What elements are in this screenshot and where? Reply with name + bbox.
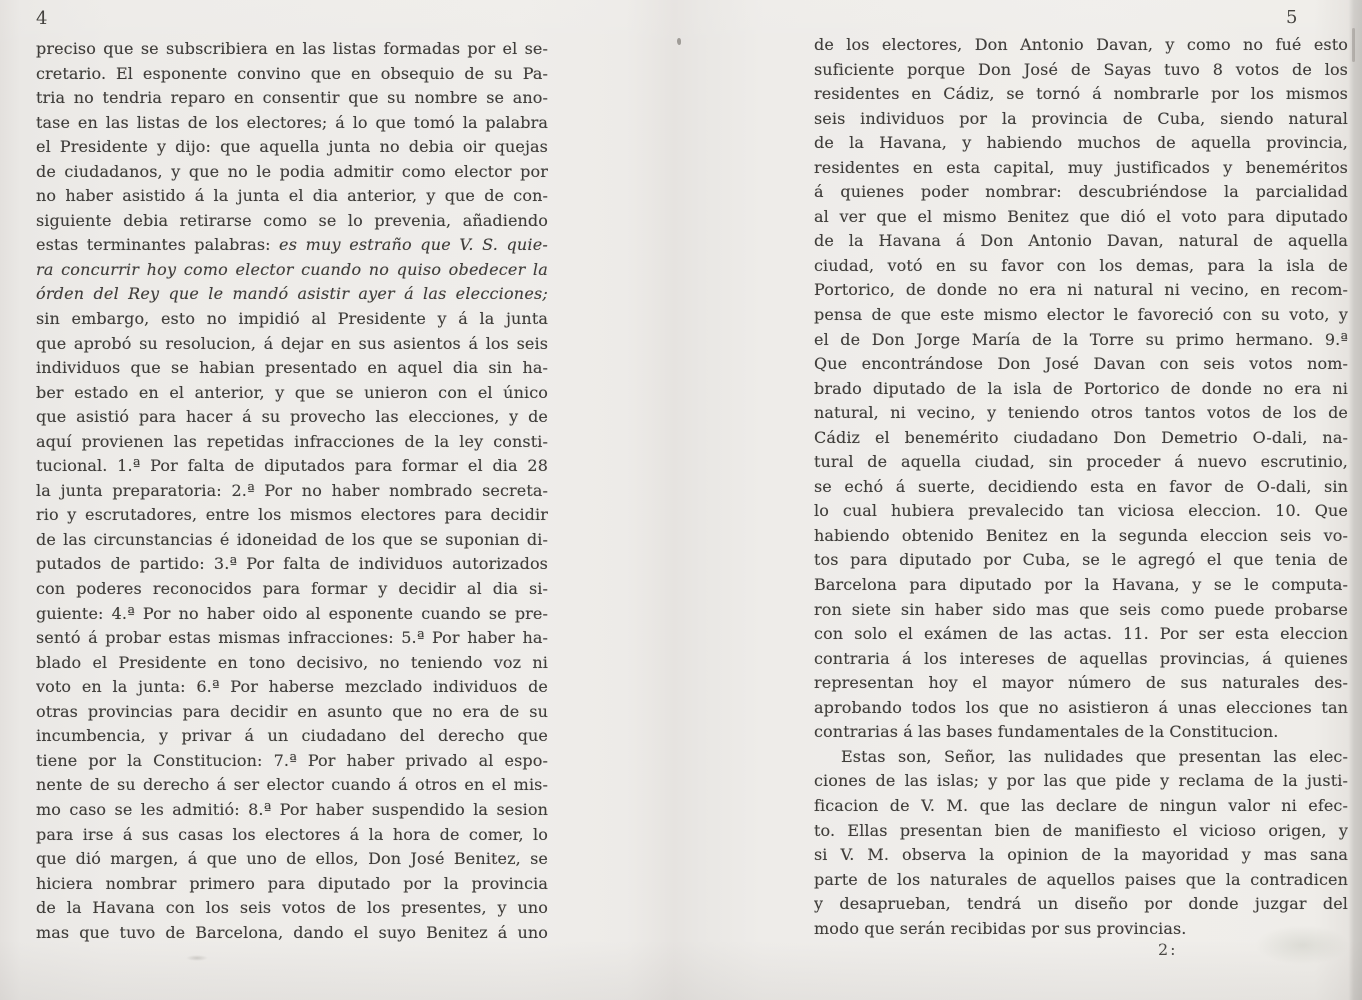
text-segment: ber estado en el anterior, y que se unieron con el único [36, 382, 548, 402]
text-segment: el Presidente y dijo: que aquella junta no debia oir quejas [36, 137, 548, 157]
text-segment: sin embargo, esto no impidió al Presidente y á la junta [36, 309, 548, 329]
text-segment: mo caso se les admitió: 8.ª Por haber suspendido la sesion [36, 799, 548, 819]
text-segment: tural de aquella ciudad, sin proceder á nuevo escrutinio, [814, 452, 1348, 472]
text-line [814, 352, 1348, 377]
text-segment: preciso que se subscribiera en las listas formadas por el se- [36, 39, 548, 58]
text-line [814, 622, 1348, 647]
text-line [36, 430, 548, 455]
text-segment: de ciudadanos, y que no le podia admitir como elector por [36, 161, 548, 181]
text-segment: el de Don Jorge María de la Torre su primo hermano. 9.ª [814, 329, 1348, 349]
scan-smudge [186, 955, 208, 961]
text-line [36, 675, 548, 700]
page-text-left [36, 37, 548, 945]
text-line [814, 769, 1348, 794]
text-segment: sentó á probar estas mismas infracciones: 5.ª Por haber ha- [36, 628, 548, 648]
text-segment: tiene por la Constitucion: 7.ª Por haber privado al espo- [36, 750, 548, 770]
text-segment: se echó á suerte, decidiendo esta en favor de O-dali, sin [814, 476, 1348, 496]
text-segment: de los electores, Don Antonio Davan, y como no fué esto [814, 35, 1348, 54]
signature-mark: 2: [1158, 940, 1178, 959]
text-line [814, 401, 1348, 426]
text-line [814, 82, 1348, 107]
text-segment: al ver que el mismo Benitez que dió el voto para diputado [814, 206, 1348, 226]
text-segment: otras provincias para decidir en asunto que no era de su [36, 701, 548, 721]
text-line [36, 749, 548, 774]
text-line [36, 503, 548, 528]
text-segment: putados de partido: 3.ª Por falta de individuos autorizados [36, 554, 548, 574]
text-line [814, 426, 1348, 451]
page-text-right [814, 33, 1348, 941]
text-line [36, 258, 548, 283]
text-line [36, 233, 548, 258]
text-segment: ficacion de V. M. que las declare de ningun valor ni efec- [814, 795, 1348, 815]
text-segment: seis individuos por la provincia de Cuba, siendo natural [814, 108, 1348, 128]
text-segment: pensa de que este mismo elector le favoreció con su voto, y [814, 305, 1348, 325]
text-line [814, 843, 1348, 868]
text-line [36, 282, 548, 307]
text-segment: blado el Presidente en tono decisivo, no teniendo voz ni [36, 652, 548, 672]
text-segment: de las circunstancias é idoneidad de los que se suponian di- [36, 529, 548, 549]
text-line [814, 131, 1348, 156]
text-line [36, 552, 548, 577]
text-segment: mas que tuvo de Barcelona, dando el suyo Benitez á uno [36, 922, 548, 942]
text-line [36, 381, 548, 406]
text-line [814, 696, 1348, 721]
dust-speck [677, 38, 681, 45]
text-segment: suficiente porque Don José de Sayas tuvo 8 votos de los [814, 59, 1348, 79]
text-line [36, 135, 548, 160]
page-number-right: 5 [1286, 7, 1298, 28]
text-segment: tria no tendria reparo en consentir que su nombre se ano- [36, 88, 548, 108]
text-segment: to. Ellas presentan bien de manifiesto el vicioso origen, y [814, 820, 1348, 840]
text-segment: cretario. El esponente convino que en obsequio de su Pa- [36, 63, 548, 83]
text-line [36, 602, 548, 627]
text-segment: tucional. 1.ª Por falta de diputados para formar el dia 28 [36, 456, 548, 476]
text-line [36, 577, 548, 602]
text-line [814, 475, 1348, 500]
text-line [814, 33, 1348, 58]
text-segment: de la Havana, y habiendo muchos de aquella provincia, [814, 133, 1348, 153]
text-line [36, 307, 548, 332]
text-segment: voto en la junta: 6.ª Por haberse mezclado individuos de [36, 677, 548, 697]
text-line [36, 332, 548, 357]
text-segment: habiendo obtenido Benitez en la segunda eleccion seis vo- [814, 525, 1348, 545]
text-segment: estas terminantes palabras: [36, 235, 280, 255]
text-line [36, 651, 548, 676]
text-line [814, 647, 1348, 672]
text-line [814, 868, 1348, 893]
text-line [36, 896, 548, 921]
text-segment: rio y escrutadores, entre los mismos electores para decidir [36, 505, 548, 525]
italic-text-segment: órden del Rey que le mandó asistir ayer á las elecciones; [36, 284, 548, 304]
text-line [814, 720, 1348, 745]
text-segment: tos para diputado por Cuba, se le agregó el que tenia de [814, 550, 1348, 570]
text-line [36, 62, 548, 87]
text-segment: residentes en esta capital, muy justificados y beneméritos [814, 157, 1348, 177]
text-segment: de la Havana con los seis votos de los presentes, y uno [36, 898, 548, 918]
text-segment: natural, ni vecino, y teniendo otros tantos votos de los de [814, 403, 1348, 423]
text-line [36, 184, 548, 209]
text-line [36, 798, 548, 823]
text-line [814, 794, 1348, 819]
text-line [36, 700, 548, 725]
text-line [36, 823, 548, 848]
text-segment: si V. M. observa la opinion de la mayoridad y mas sana [814, 845, 1348, 865]
text-segment: que dió margen, á que uno de ellos, Don José Benitez, se [36, 849, 548, 869]
text-line [814, 573, 1348, 598]
text-segment: con solo el exámen de las actas. 11. Por ser esta eleccion [814, 624, 1348, 644]
text-line [814, 548, 1348, 573]
text-segment: y desaprueban, tendrá un diseño por donde juzgar del [814, 894, 1348, 914]
text-line [814, 254, 1348, 279]
text-line [814, 229, 1348, 254]
text-segment: Que encontrándose Don José Davan con seis votos nom- [814, 354, 1348, 374]
text-line [36, 86, 548, 111]
text-segment: Portorico, de donde no era ni natural ni vecino, en recom- [814, 280, 1348, 300]
text-segment: con poderes reconocidos para formar y decidir al dia si- [36, 579, 548, 599]
text-line [36, 111, 548, 136]
text-line [814, 205, 1348, 230]
text-line [36, 454, 548, 479]
text-line [814, 377, 1348, 402]
text-line [36, 405, 548, 430]
text-line [36, 37, 548, 62]
text-line [814, 107, 1348, 132]
text-segment: que asistió para hacer á su provecho las elecciones, y de [36, 407, 548, 427]
text-line [814, 180, 1348, 205]
text-line [36, 356, 548, 381]
text-segment: aprobando todos los que no asistieron á unas elecciones tan [814, 697, 1348, 717]
text-segment: guiente: 4.ª Por no haber oido al esponente cuando se pre- [36, 603, 548, 623]
text-line [814, 499, 1348, 524]
text-segment: incumbencia, y privar á un ciudadano del derecho que [36, 726, 548, 746]
text-line [36, 921, 548, 946]
text-segment: Estas son, Señor, las nulidades que presentan las elec- [841, 746, 1348, 766]
text-line [814, 303, 1348, 328]
page-edge-mark [1352, 28, 1355, 62]
text-line [36, 209, 548, 234]
text-line [36, 479, 548, 504]
text-line [814, 450, 1348, 475]
text-segment: no haber asistido á la junta el dia anterior, y que de con- [36, 186, 548, 206]
text-segment: brado diputado de la isla de Portorico de donde no era ni [814, 378, 1348, 398]
text-line [814, 328, 1348, 353]
text-line [814, 671, 1348, 696]
text-segment: que aprobó su resolucion, á dejar en sus asientos á los seis [36, 333, 548, 353]
text-segment: tase en las listas de los electores; á lo que tomó la palabra [36, 112, 548, 132]
text-line [814, 598, 1348, 623]
text-segment: para irse á sus casas los electores á la hora de comer, lo [36, 824, 548, 844]
text-segment: representan hoy el mayor número de sus naturales des- [814, 673, 1348, 693]
text-segment: ciudad, votó en su favor con los demas, para la isla de [814, 255, 1348, 275]
text-line [36, 724, 548, 749]
text-line [814, 278, 1348, 303]
text-segment: residentes en Cádiz, se tornó á nombrarle por los mismos [814, 84, 1348, 104]
text-line [814, 524, 1348, 549]
text-line [814, 892, 1348, 917]
text-line [36, 160, 548, 185]
italic-text-segment: es muy estraño que V. S. quie- [279, 235, 548, 255]
text-segment: ron siete sin haber sido mas que seis como puede probarse [814, 599, 1348, 619]
text-segment: lo cual hubiera prevalecido tan viciosa eleccion. 10. Que [814, 501, 1348, 521]
text-line [814, 745, 1348, 770]
text-segment: individuos que se habian presentado en aquel dia sin ha- [36, 358, 548, 378]
text-segment: la junta preparatoria: 2.ª Por no haber nombrado secreta- [36, 480, 548, 500]
text-segment: nente de su derecho á ser elector cuando á otros en el mis- [36, 775, 548, 795]
text-segment: hiciera nombrar primero para diputado por la provincia [36, 873, 548, 893]
page-number-left: 4 [36, 8, 48, 29]
text-segment: ciones de las islas; y por las que pide y reclama de la justi- [814, 771, 1348, 791]
text-segment: Cádiz el benemérito ciudadano Don Demetrio O-dali, na- [814, 427, 1348, 447]
text-segment: Barcelona para diputado por la Havana, y se le computa- [814, 575, 1348, 595]
text-line [814, 58, 1348, 83]
text-line [814, 917, 1348, 942]
text-line [36, 626, 548, 651]
text-line [36, 773, 548, 798]
text-segment: modo que serán recibidas por sus provincias. [814, 918, 1187, 938]
text-segment: siguiente debia retirarse como se lo prevenia, añadiendo [36, 210, 548, 230]
text-segment: contrarias á las bases fundamentales de la Constitucion. [814, 722, 1279, 742]
text-line [36, 528, 548, 553]
text-segment: aquí provienen las repetidas infracciones de la ley consti- [36, 431, 548, 451]
text-segment: de la Havana á Don Antonio Davan, natural de aquella [814, 231, 1348, 251]
text-line [36, 847, 548, 872]
italic-text-segment: ra concurrir hoy como elector cuando no quiso obedecer la [36, 259, 548, 279]
text-line [814, 156, 1348, 181]
text-line [814, 819, 1348, 844]
text-segment: á quienes poder nombrar: descubriéndose la parcialidad [814, 182, 1348, 202]
text-segment: parte de los naturales de aquellos paises que la contradicen [814, 869, 1348, 889]
text-line [36, 872, 548, 897]
text-segment: contraria á los intereses de aquellas provincias, á quienes [814, 648, 1348, 668]
